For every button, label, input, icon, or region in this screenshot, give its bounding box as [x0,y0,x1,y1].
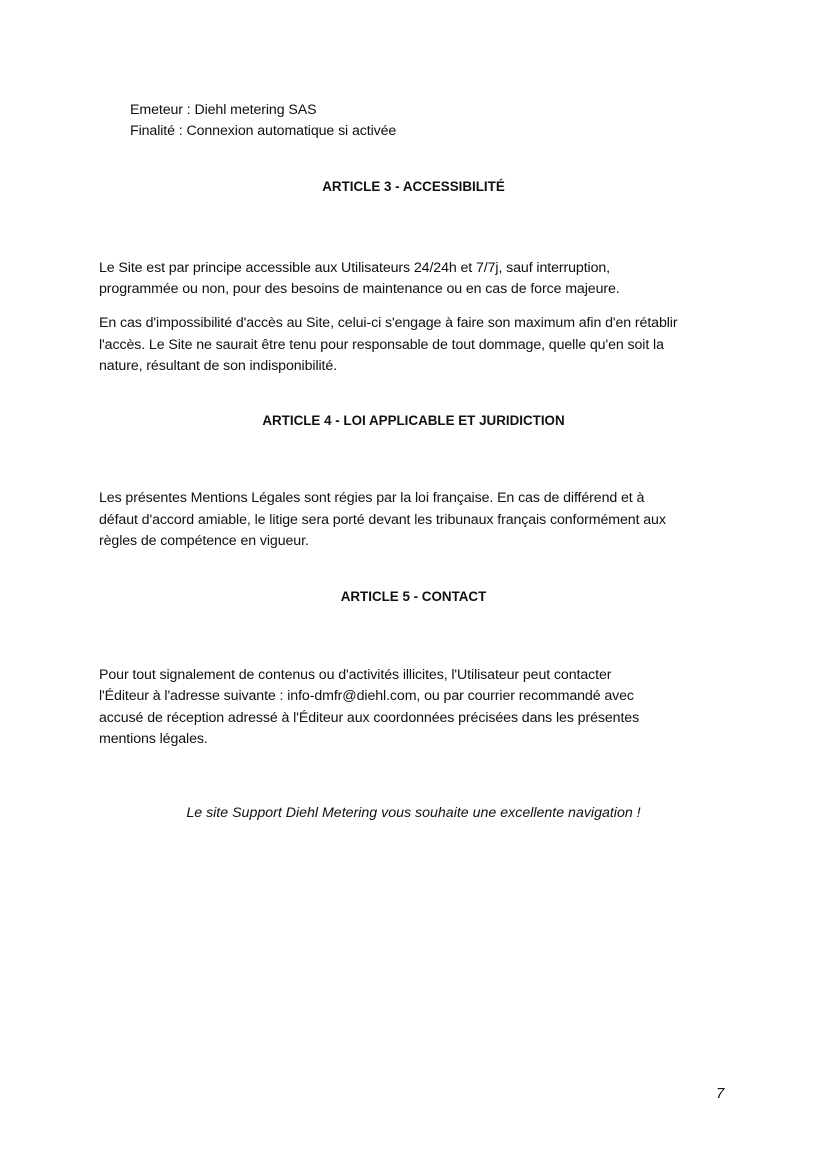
cookie-purpose: Finalité : Connexion automatique si activée [130,123,397,139]
article-3-paragraph-2-line: En cas d'impossibilité d'accès au Site, celui-ci s'engage à faire son maximum afin d'en rétablir [99,315,678,331]
article-4-heading: ARTICLE 4 - LOI APPLICABLE ET JURIDICTION [262,413,565,428]
article-3-paragraph-1-line: programmée ou non, pour des besoins de maintenance ou en cas de force majeure. [99,281,620,297]
article-4-paragraph-line: Les présentes Mentions Légales sont régies par la loi française. En cas de différend et à [99,490,645,506]
article-5-heading: ARTICLE 5 - CONTACT [340,589,487,604]
closing-message: Le site Support Diehl Metering vous souhaite une excellente navigation ! [186,805,641,821]
cookie-emitter: Emeteur : Diehl metering SAS [130,102,317,118]
article-4-paragraph-line: défaut d'accord amiable, le litige sera porté devant les tribunaux français conformément aux [99,512,666,528]
article-3-heading: ARTICLE 3 - ACCESSIBILITÉ [322,179,505,194]
page-number: 7 [716,1085,725,1102]
article-3-paragraph-2-line: l'accès. Le Site ne saurait être tenu pour responsable de tout dommage, quelle qu'en soit la [99,337,664,353]
article-5-paragraph-line: accusé de réception adressé à l'Éditeur aux coordonnées précisées dans les présentes [99,710,640,726]
article-3-paragraph-2-line: nature, résultant de son indisponibilité. [99,358,338,374]
article-5-paragraph-line: l'Éditeur à l'adresse suivante : info-dmfr@diehl.com, ou par courrier recommandé avec [99,688,634,704]
article-5-paragraph-line: Pour tout signalement de contenus ou d'activités illicites, l'Utilisateur peut contacter [99,667,612,683]
article-4-paragraph-line: règles de compétence en vigueur. [99,533,309,549]
article-5-paragraph-line: mentions légales. [99,731,208,747]
article-3-paragraph-1-line: Le Site est par principe accessible aux Utilisateurs 24/24h et 7/7j, sauf interruption, [99,260,611,276]
